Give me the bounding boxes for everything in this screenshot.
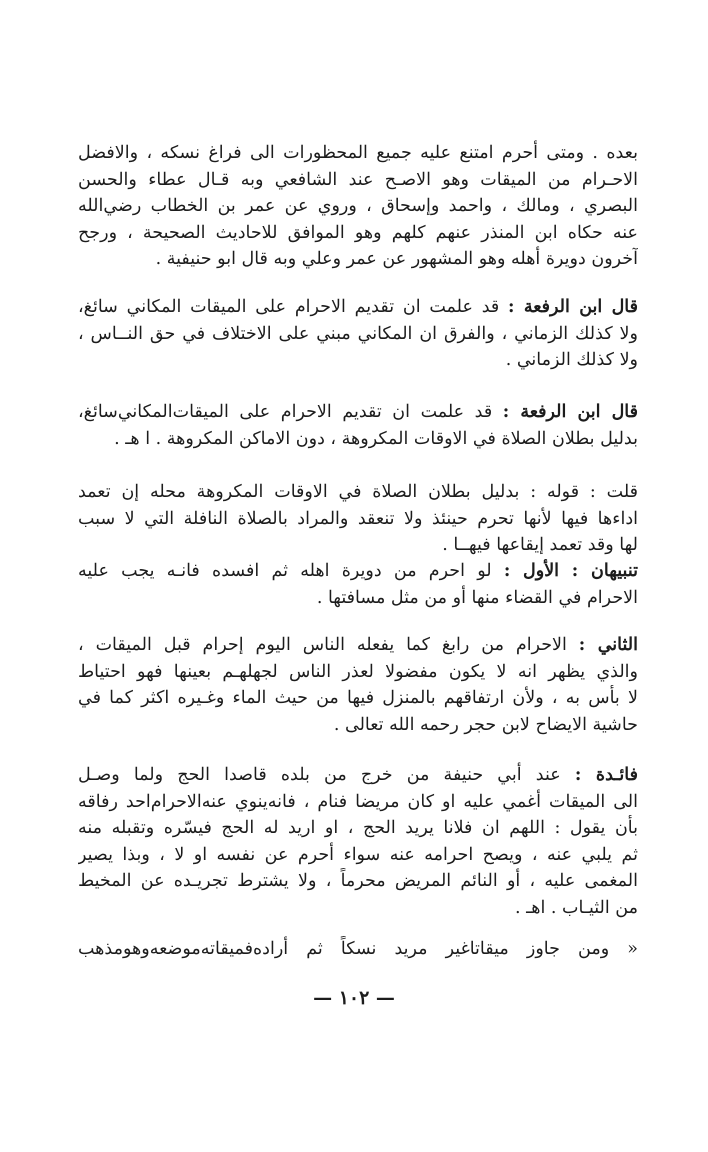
text-line: حاشية الايضاح لابن حجر رحمه الله تعالى .	[333, 714, 638, 735]
text-line-rest: عند أبي حنيفة من خرج من بلده قاصدا الحج ولما وصـل	[78, 765, 561, 785]
paragraph-ibn-rifaa-1	[78, 294, 638, 374]
text-line: ثم يلبي عنه ، ويصح احرامه عنه سواء أحرم عن نفسه او لا ، وبذا يصير	[78, 844, 638, 865]
paragraph-heading: قال ابن الرفعة :	[508, 297, 638, 317]
text-line: قلت : قوله : بدليل بطلان الصلاة في الاوقات المكروهة محله إن تعمد	[78, 482, 638, 502]
text-line: المغمى عليه ، أو النائم‌ المريض محرماً ، ولا يشترط تجريـده عن المخيط	[78, 871, 638, 891]
text-line	[78, 762, 638, 789]
paragraph-quote	[78, 936, 638, 963]
paragraph-notes-first	[78, 558, 638, 611]
text-line-rest: الاحرام من رابغ كما يفعله الناس اليوم إحرام قبل الميقات ،	[78, 635, 567, 655]
paragraph-heading: فائـدة :	[574, 765, 638, 785]
text-line-rest: لو احرم من دويرة اهله ثم افسده فانـه يجب عليه	[78, 561, 492, 581]
text-line: الاحرام في القضاء منها أو من مثل مسافتها .	[316, 587, 638, 608]
text-line: بدليل بطلان الصلاة في الاوقات المكروهة ، دون الاماكن المكروهة . ا هـ .	[114, 428, 638, 449]
text-line	[78, 632, 638, 659]
text-line: ولا كذلك الزماني ، والفرق ان المكاني مبني على الاختلاف في حق النــاس ،	[78, 323, 638, 344]
text-line	[78, 399, 638, 426]
text-line: بأن يقول : اللهم ان فلانا يريد الحج ، او اريد له الحج فيسّره وتقبله منه	[78, 818, 638, 838]
paragraph-notes-second	[78, 632, 638, 738]
paragraph-intro	[78, 140, 638, 273]
text-line: من الثيـاب . اهـ .	[515, 897, 638, 918]
paragraph-benefit	[78, 762, 638, 921]
text-line: الى الميقات أغمي عليه او كان مريضا فنام ، فانه‌ينوي عنه‌الاحرام‌احد رفاقه	[78, 791, 638, 812]
text-line: لا بأس به ، ولأن ارتفاقهم بالمنزل فيها من حيث الماء وغـيره اكثر كما في	[78, 688, 638, 708]
text-line	[78, 294, 638, 321]
paragraph-ibn-rifaa-2	[78, 399, 638, 452]
text-line	[78, 558, 638, 585]
paragraph-comment	[78, 479, 638, 559]
text-line: « ومن جاوز ميقاتاغير مريد نسكاً ثم أراده‌فميقاته‌موضعه‌وهومذهب	[78, 939, 638, 959]
text-line: عنه حكاه ابن المنذر عنهم كلهم وهو الموافق للاحاديث الصحيحة ، ورجح	[78, 222, 638, 243]
paragraph-heading: تنبيهان : الأول :	[503, 561, 638, 581]
page-number: — ١٠٢ —	[313, 987, 395, 1009]
text-line-rest: قد علمت ان تقديم الاحرام على الميقات‌المكاني‌سائغ،	[78, 402, 493, 422]
paragraph-heading: قال ابن الرفعة :	[502, 402, 638, 422]
text-line: لها وقد تعمد إيقاعها فيهــا .	[442, 535, 638, 555]
text-line: الاحـرام من الميقات وهو الاصـح عند الشافعي وبه قـال عطاء والحسن	[78, 169, 638, 190]
text-line: آخرون دويرة أهله وهو المشهور عن عمر وعلي وبه قال ابو حنيفية .	[155, 249, 638, 269]
text-line: اداءها فيها لأنها تحرم حينئذ ولا تنعقد والمراد بالصلاة النافلة التي لا سبب	[78, 508, 638, 529]
text-line: البصري ، ومالك ، واحمد وإسحاق ، وروي عن عمر بن الخطاب رضي‌الله	[78, 196, 638, 216]
text-line: ولا كذلك الزماني .	[505, 350, 638, 370]
text-line: والذي يظهر انه لا يكون مفضولا لعذر الناس لجهلهـم بعينها فهو احتياط	[78, 661, 638, 682]
text-line-rest: قد علمت ان تقديم الاحرام على الميقات المكاني سائغ،	[78, 297, 500, 317]
paragraph-heading: الثاني :	[578, 635, 638, 655]
text-line: بعده . ومتى أحرم امتنع عليه جميع المحظورات الى فراغ نسكه ، والافضل	[78, 143, 638, 163]
